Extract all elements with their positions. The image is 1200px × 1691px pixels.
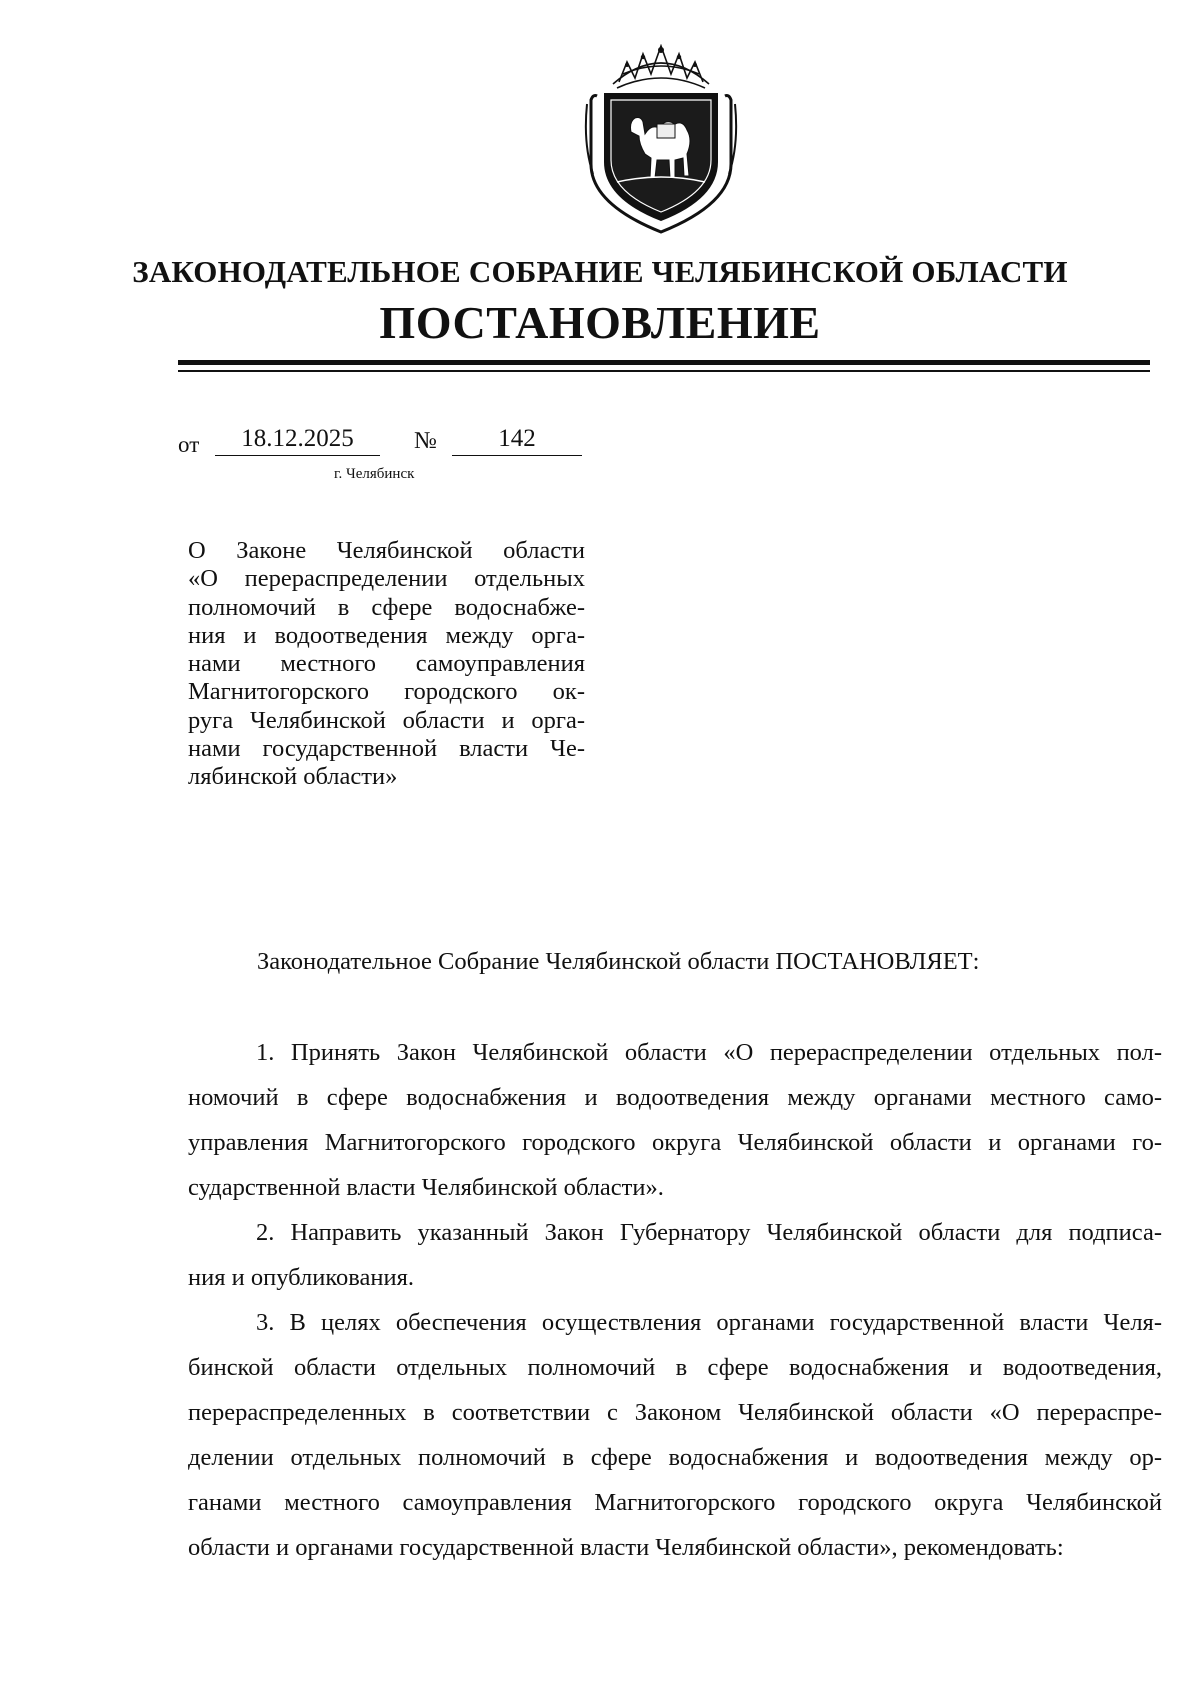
document-type-title: ПОСТАНОВЛЕНИЕ	[379, 297, 821, 348]
paragraph-2	[188, 1210, 1162, 1300]
paragraph-line: номочий в сфере водоснабжения и водоотведения между органами местного само-	[188, 1084, 1162, 1111]
number-prefix: №	[414, 428, 437, 454]
paragraph-line: 3. В целях обеспечения осуществления органами государственной власти Челя-	[256, 1309, 1162, 1336]
subject-line: Магнитогорского городского ок-	[188, 678, 585, 706]
date-prefix: от	[178, 432, 200, 457]
header-divider-thick	[178, 360, 1150, 365]
document-subject	[188, 537, 585, 792]
paragraph-line: области и органами государственной власти Челябинской области», рекомендовать:	[188, 1534, 1064, 1561]
paragraph-1	[188, 1030, 1162, 1210]
document-number: 142	[452, 425, 582, 456]
paragraph-line: 1. Принять Закон Челябинской области «О перераспределении отдельных пол-	[256, 1039, 1162, 1066]
subject-line: полномочий в сфере водоснабже-	[188, 593, 585, 621]
paragraph-line: делении отдельных полномочий в сфере водоснабжения и водоотведения между ор-	[188, 1444, 1162, 1471]
document-date: 18.12.2025	[215, 425, 380, 456]
decree-statement: Законодательное Собрание Челябинской области ПОСТАНОВЛЯЕТ:	[257, 948, 980, 975]
paragraph-line: сударственной власти Челябинской области».	[188, 1174, 664, 1201]
subject-line: «О перераспределении отдельных	[188, 565, 585, 593]
paragraph-line: ганами местного самоуправления Магнитогорского городского округа Челябинской	[188, 1489, 1162, 1516]
subject-line: ния и водоотведения между орга-	[188, 621, 585, 649]
header-divider-thin	[178, 370, 1150, 372]
paragraph-line: бинской области отдельных полномочий в сфере водоснабжения и водоотведения,	[188, 1354, 1162, 1381]
coat-of-arms-icon	[583, 44, 739, 234]
subject-line: нами государственной власти Че-	[188, 735, 585, 763]
paragraph-3	[188, 1300, 1162, 1570]
subject-line: руга Челябинской области и орга-	[188, 706, 585, 734]
organization-title: ЗАКОНОДАТЕЛЬНОЕ СОБРАНИЕ ЧЕЛЯБИНСКОЙ ОБЛАСТИ	[132, 254, 1068, 289]
subject-line: лябинской области»	[188, 763, 398, 791]
paragraph-line: управления Магнитогорского городского округа Челябинской области и органами го-	[188, 1129, 1162, 1156]
subject-line: нами местного самоуправления	[188, 650, 585, 678]
paragraph-line: перераспределенных в соответствии с Законом Челябинской области «О перераспре-	[188, 1399, 1162, 1426]
subject-line: О Законе Челябинской области	[188, 537, 585, 564]
paragraph-line: 2. Направить указанный Закон Губернатору Челябинской области для подписа-	[256, 1219, 1162, 1246]
document-city: г. Челябинск	[334, 466, 415, 482]
paragraph-line: ния и опубликования.	[188, 1264, 414, 1291]
